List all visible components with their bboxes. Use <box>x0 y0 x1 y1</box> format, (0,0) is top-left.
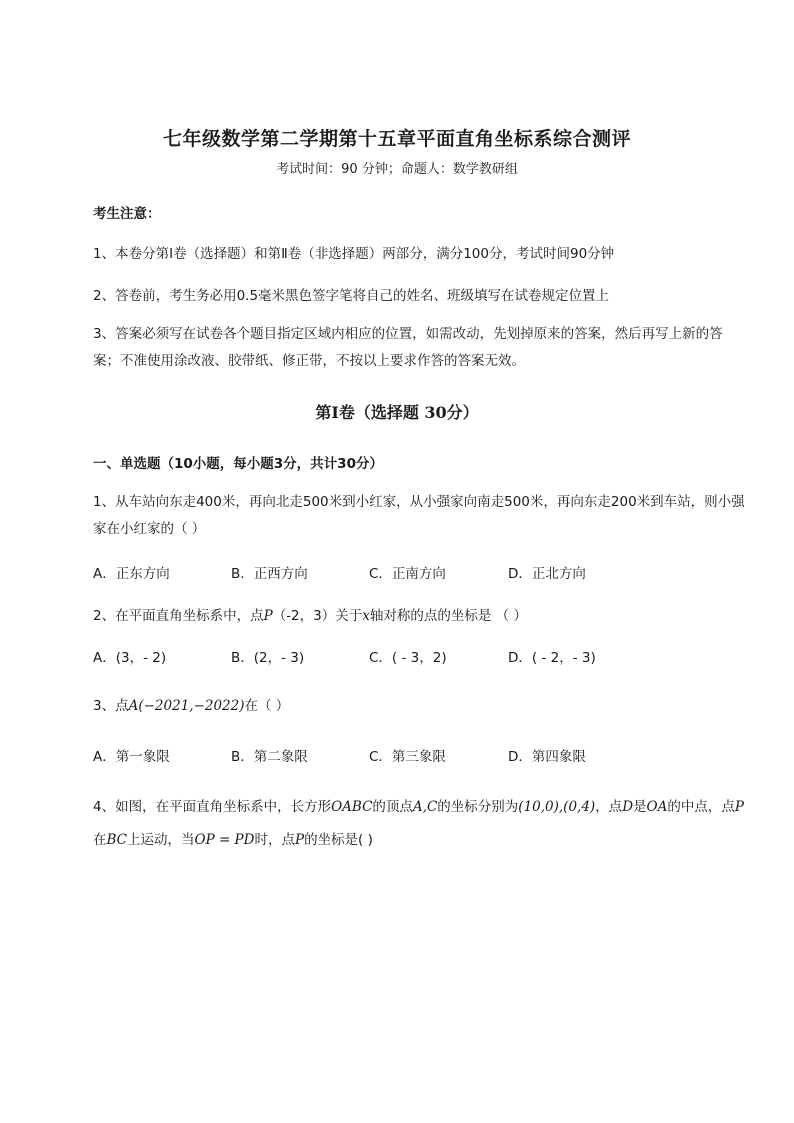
question-2-option-a: A．(3，- 2) <box>93 650 167 666</box>
notice-item-3: 3、答案必须写在试卷各个题目指定区域内相应的位置，如需改动，先划掉原来的答案，然后再写上新的答案；不准使用涂改液、胶带纸、修正带，不按以上要求作答的答案无效。 <box>93 326 723 369</box>
question-3-text: 3、点A(−2021,−2022)在（ ） <box>93 698 290 714</box>
question-2-option-c: C．( - 3，2) <box>369 650 447 666</box>
question-1-text: 1、从车站向东走400米，再向北走500米到小红家，从小强家向南走500米，再向东走200米到车站，则小强家在小红家的（ ） <box>93 494 745 537</box>
question-3-option-c: C．第三象限 <box>369 749 446 765</box>
question-1-option-c: C．正南方向 <box>369 566 446 582</box>
section-title: 第Ⅰ卷（选择题 30分） <box>315 403 479 422</box>
question-2-text: 2、在平面直角坐标系中，点P（-2，3）关于x轴对称的点的坐标是 （ ） <box>93 608 527 624</box>
part-title: 一、单选题（10小题，每小题3分，共计30分） <box>93 456 383 472</box>
page-title: 七年级数学第二学期第十五章平面直角坐标系综合测评 <box>162 128 631 150</box>
notice-item-1: 1、本卷分第Ⅰ卷（选择题）和第Ⅱ卷（非选择题）两部分，满分100分，考试时间90分钟 <box>93 246 615 262</box>
question-1-option-b: B．正西方向 <box>231 566 308 582</box>
question-2-option-d: D．( - 2，- 3) <box>508 650 596 666</box>
notice-heading: 考生注意： <box>93 206 161 222</box>
question-2-option-b: B．(2，- 3) <box>231 650 305 666</box>
question-3-option-d: D．第四象限 <box>508 749 586 765</box>
question-1-option-a: A．正东方向 <box>93 566 170 582</box>
question-3-option-b: B．第二象限 <box>231 749 308 765</box>
question-1-option-d: D．正北方向 <box>508 566 586 582</box>
notice-item-2: 2、答卷前，考生务必用0.5毫米黑色签字笔将自己的姓名、班级填写在试卷规定位置上 <box>93 288 610 304</box>
question-4-text: 4、如图，在平面直角坐标系中，长方形OABC的顶点A,C的坐标分别为(10,0),(0,4)，点D是OA的中点，点P在BC上运动，当OP = PD时，点P的坐标是( ) <box>93 799 744 848</box>
question-3-option-a: A．第一象限 <box>93 749 170 765</box>
exam-info: 考试时间：90 分钟；命题人：数学教研组 <box>276 162 518 177</box>
